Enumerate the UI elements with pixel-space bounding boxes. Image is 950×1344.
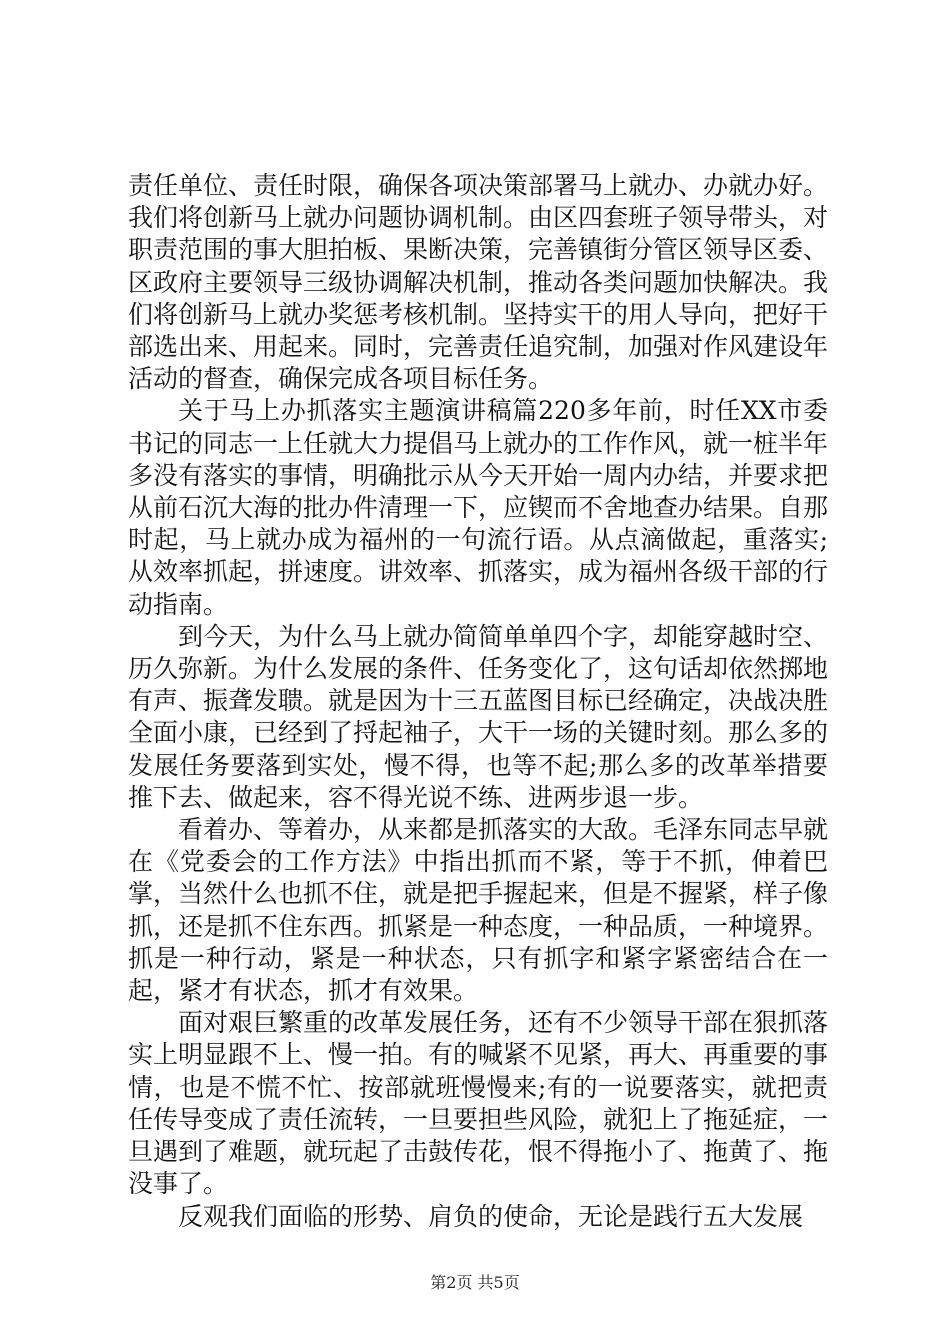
paragraph-5: 面对艰巨繁重的改革发展任务，还有不少领导干部在狠抓落实上明显跟不上、慢一拍。有的喊紧不见紧，再大、再重要的事情，也是不慌不忙、按部就班慢慢来;有的一说要落实，就把责任传导变成了责任流转，一旦要担些风险，就犯上了拖延症，一旦遇到了难题，就玩起了击鼓传花，恨不得拖小了、拖黄了、拖没事了。 (128, 1008, 829, 1199)
page-number-footer: 第2页 共5页 (430, 1273, 520, 1292)
body-text (128, 170, 828, 1233)
paragraph-2: 关于马上办抓落实主题演讲稿篇220多年前，时任XX市委书记的同志一上任就大力提倡马上就办的工作作风，就一桩半年多没有落实的事情，明确批示从今天开始一周内办结，并要求把从前石沉大海的批办件清理一下，应锲而不舍地查办结果。自那时起，马上就办成为福州的一句流行语。从点滴做起，重落实;从效率抓起，拼速度。讲效率、抓落实，成为福州各级干部的行动指南。 (128, 396, 829, 619)
paragraph-3: 到今天，为什么马上就办简简单单四个字，却能穿越时空、历久弥新。为什么发展的条件、任务变化了，这句话却依然掷地有声、振聋发聩。就是因为十三五蓝图目标已经确定，决战决胜全面小康，已经到了捋起袖子，大干一场的关键时刻。那么多的发展任务要落到实处，慢不得，也等不起;那么多的改革举措要推下去、做起来，容不得光说不练、进两步退一步。 (128, 621, 829, 812)
paragraph-6: 反观我们面临的形势、肩负的使命，无论是践行五大发展 (178, 1201, 804, 1231)
paragraph-4: 看着办、等着办，从来都是抓落实的大敌。毛泽东同志早就在《党委会的工作方法》中指出抓而不紧，等于不抓，伸着巴掌，当然什么也抓不住，就是把手握起来，但是不握紧，样子像抓，还是抓不住东西。抓紧是一种态度，一种品质，一种境界。抓是一种行动，紧是一种状态，只有抓字和紧字紧密结合在一起，紧才有状态，抓才有效果。 (128, 815, 829, 1006)
paragraph-1: 责任单位、责任时限，确保各项决策部署马上就办、办就办好。我们将创新马上就办问题协调机制。由区四套班子领导带头，对职责范围的事大胆拍板、果断决策，完善镇街分管区领导区委、区政府主要领导三级协调解决机制，推动各类问题加快解决。我们将创新马上就办奖惩考核机制。坚持实干的用人导向，把好干部选出来、用起来。同时，完善责任追究制，加强对作风建设年活动的督查，确保完成各项目标任务。 (128, 171, 829, 394)
